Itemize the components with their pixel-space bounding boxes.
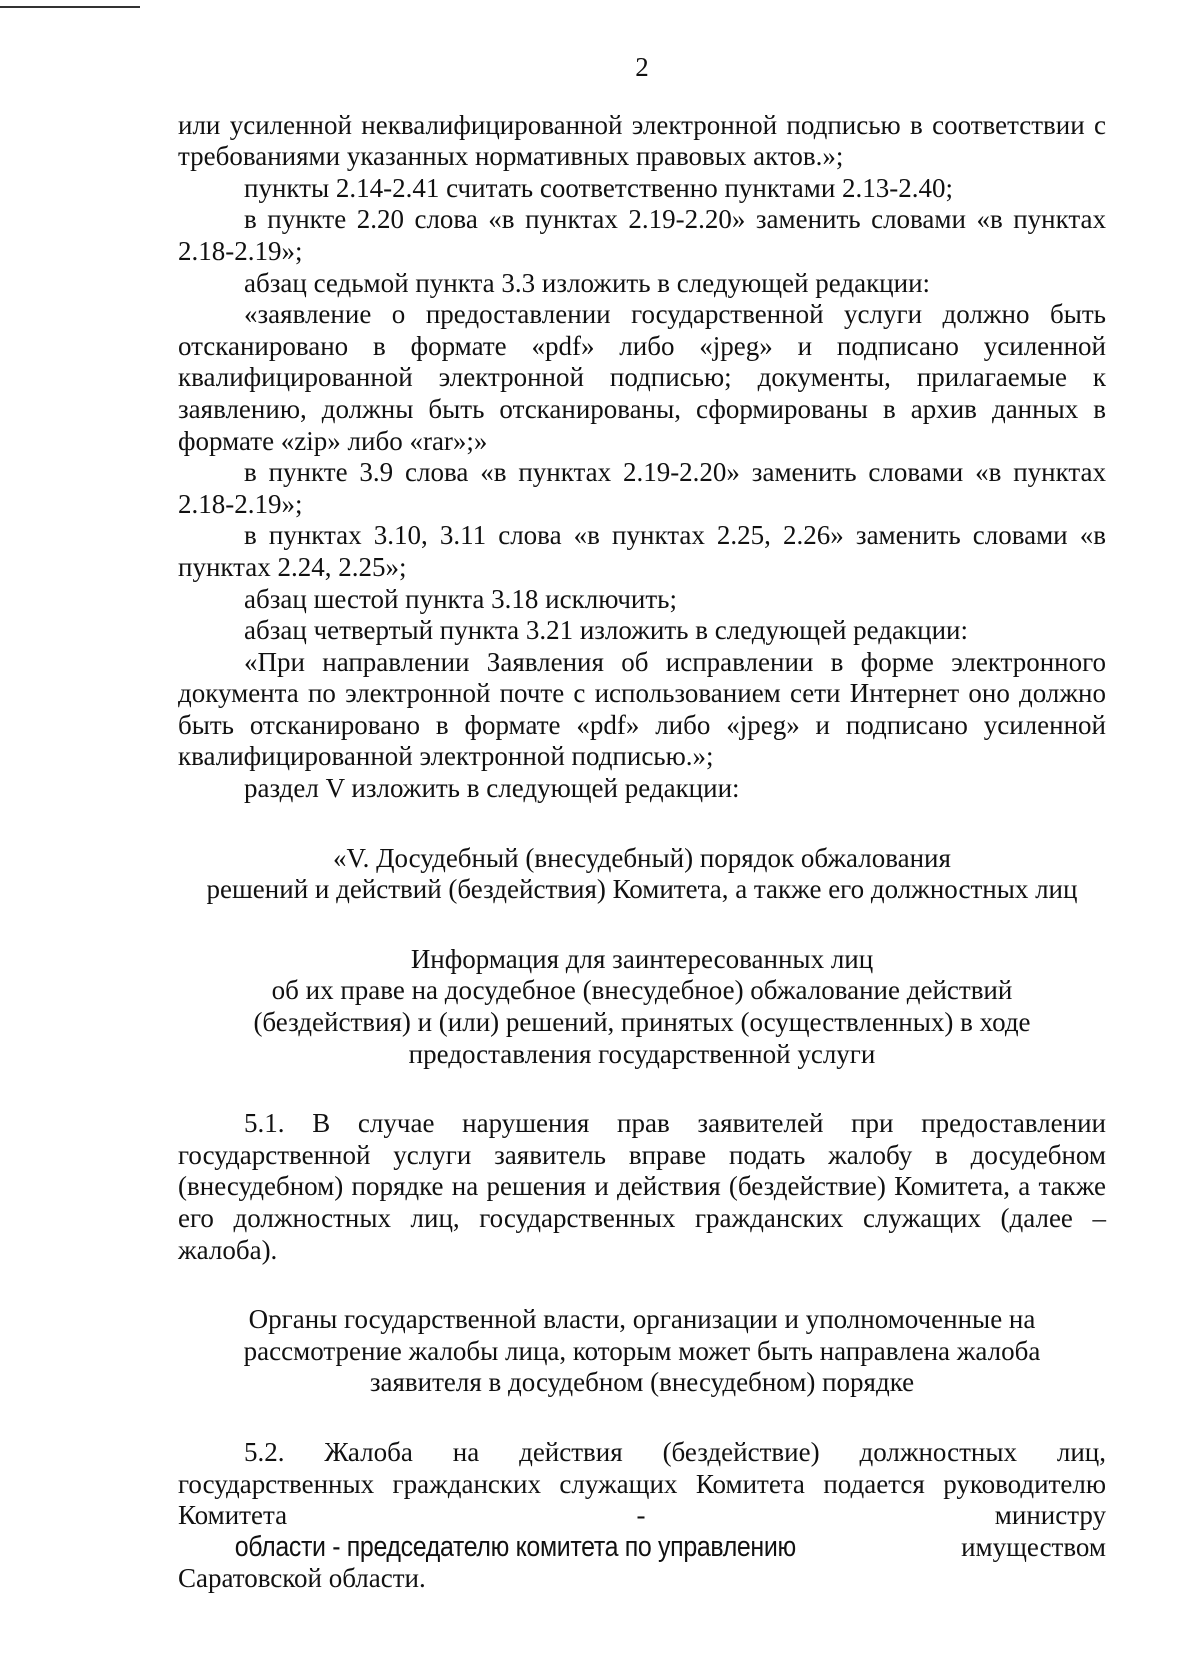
section-heading (178, 843, 1106, 906)
subheading-line: заявителя в досудебном (внесудебном) порядке (369, 1367, 915, 1398)
page-number: 2 (635, 52, 649, 82)
clause-5-2-ending: имуществом Саратовской области. (178, 1531, 1106, 1594)
subheading-line: предоставления государственной услуги (408, 1038, 876, 1069)
paragraph-amendment-3-21: абзац четвертый пункта 3.21 изложить в следующей редакции: (244, 615, 968, 646)
clause-5-2 (178, 1437, 1106, 1595)
clause-5-2-condensed-text: области - председателю комитета по управлению (234, 1530, 796, 1563)
subheading-line: (бездействия) и (или) решений, принятых (осуществленных) в ходе (253, 1007, 1031, 1038)
paragraph-section-v: раздел V изложить в следующей редакции: (244, 773, 740, 804)
subheading-line: Информация для заинтересованных лиц (410, 943, 874, 974)
document-page (178, 52, 1106, 1595)
subheading-line: Органы государственной власти, организации и уполномоченные на (248, 1304, 1036, 1335)
clause-5-1: 5.1. В случае нарушения прав заявителей при предоставлении государственной услуги заявитель вправе подать жалобу в досудебном (внесудебном) порядке на решения и действия (бездействие) Комитета, а также его должностных лиц, государственных гражданских служащих (далее – жалоба). (178, 1108, 1106, 1265)
paragraph-amendment-3-18: абзац шестой пункта 3.18 исключить; (244, 583, 677, 614)
subheading-line: об их праве на досудебное (внесудебное) обжалование действий (271, 975, 1013, 1006)
paragraph-quote-application: «заявление о предоставлении государственной услуги должно быть отсканировано в формате «pdf» либо «jpeg» и подписано усиленной квалифицированной электронной подписью; документы, прилагаемые к заявлению, должны быть отсканированы, сформированы в архив данных в формате «zip» либо «rar»;» (178, 299, 1106, 456)
section-heading-line: решений и действий (бездействия) Комитета, а также его должностных лиц (206, 874, 1078, 905)
section-heading-line: «V. Досудебный (внесудебный) порядок обжалования (333, 842, 951, 873)
subheading-authorities (178, 1304, 1106, 1399)
paragraph-amendment-3-9: в пункте 3.9 слова «в пунктах 2.19-2.20» заменить словами «в пунктах 2.18-2.19»; (178, 457, 1106, 519)
scan-artifact-line (0, 6, 140, 8)
paragraph-amendment-2-20: в пункте 2.20 слова «в пунктах 2.19-2.20» заменить словами «в пунктах 2.18-2.19»; (178, 204, 1106, 266)
paragraph-continuation: или усиленной неквалифицированной электронной подписью в соответствии с требованиями указанных нормативных правовых актов.»; (178, 109, 1106, 172)
subheading-information (178, 944, 1106, 1070)
clause-5-2-text: 5.2. Жалоба на действия (бездействие) должностных лиц, государственных гражданских служащих Комитета подается руководителю Комитета - министру (178, 1436, 1106, 1531)
paragraph-quote-correction: «При направлении Заявления об исправлении в форме электронного документа по электронной почте с использованием сети Интернет оно должно быть отсканировано в формате «pdf» либо «jpeg» и подписано усиленной квалифицированной электронной подписью.»; (178, 646, 1106, 772)
paragraph-renumbering: пункты 2.14-2.41 считать соответственно пунктами 2.13-2.40; (244, 172, 954, 203)
paragraph-amendment-3-10: в пунктах 3.10, 3.11 слова «в пунктах 2.25, 2.26» заменить словами «в пунктах 2.24, 2.25»; (178, 520, 1106, 582)
subheading-line: рассмотрение жалобы лица, которым может быть направлена жалоба (243, 1335, 1041, 1366)
paragraph-amendment-3-3: абзац седьмой пункта 3.3 изложить в следующей редакции: (244, 267, 931, 298)
